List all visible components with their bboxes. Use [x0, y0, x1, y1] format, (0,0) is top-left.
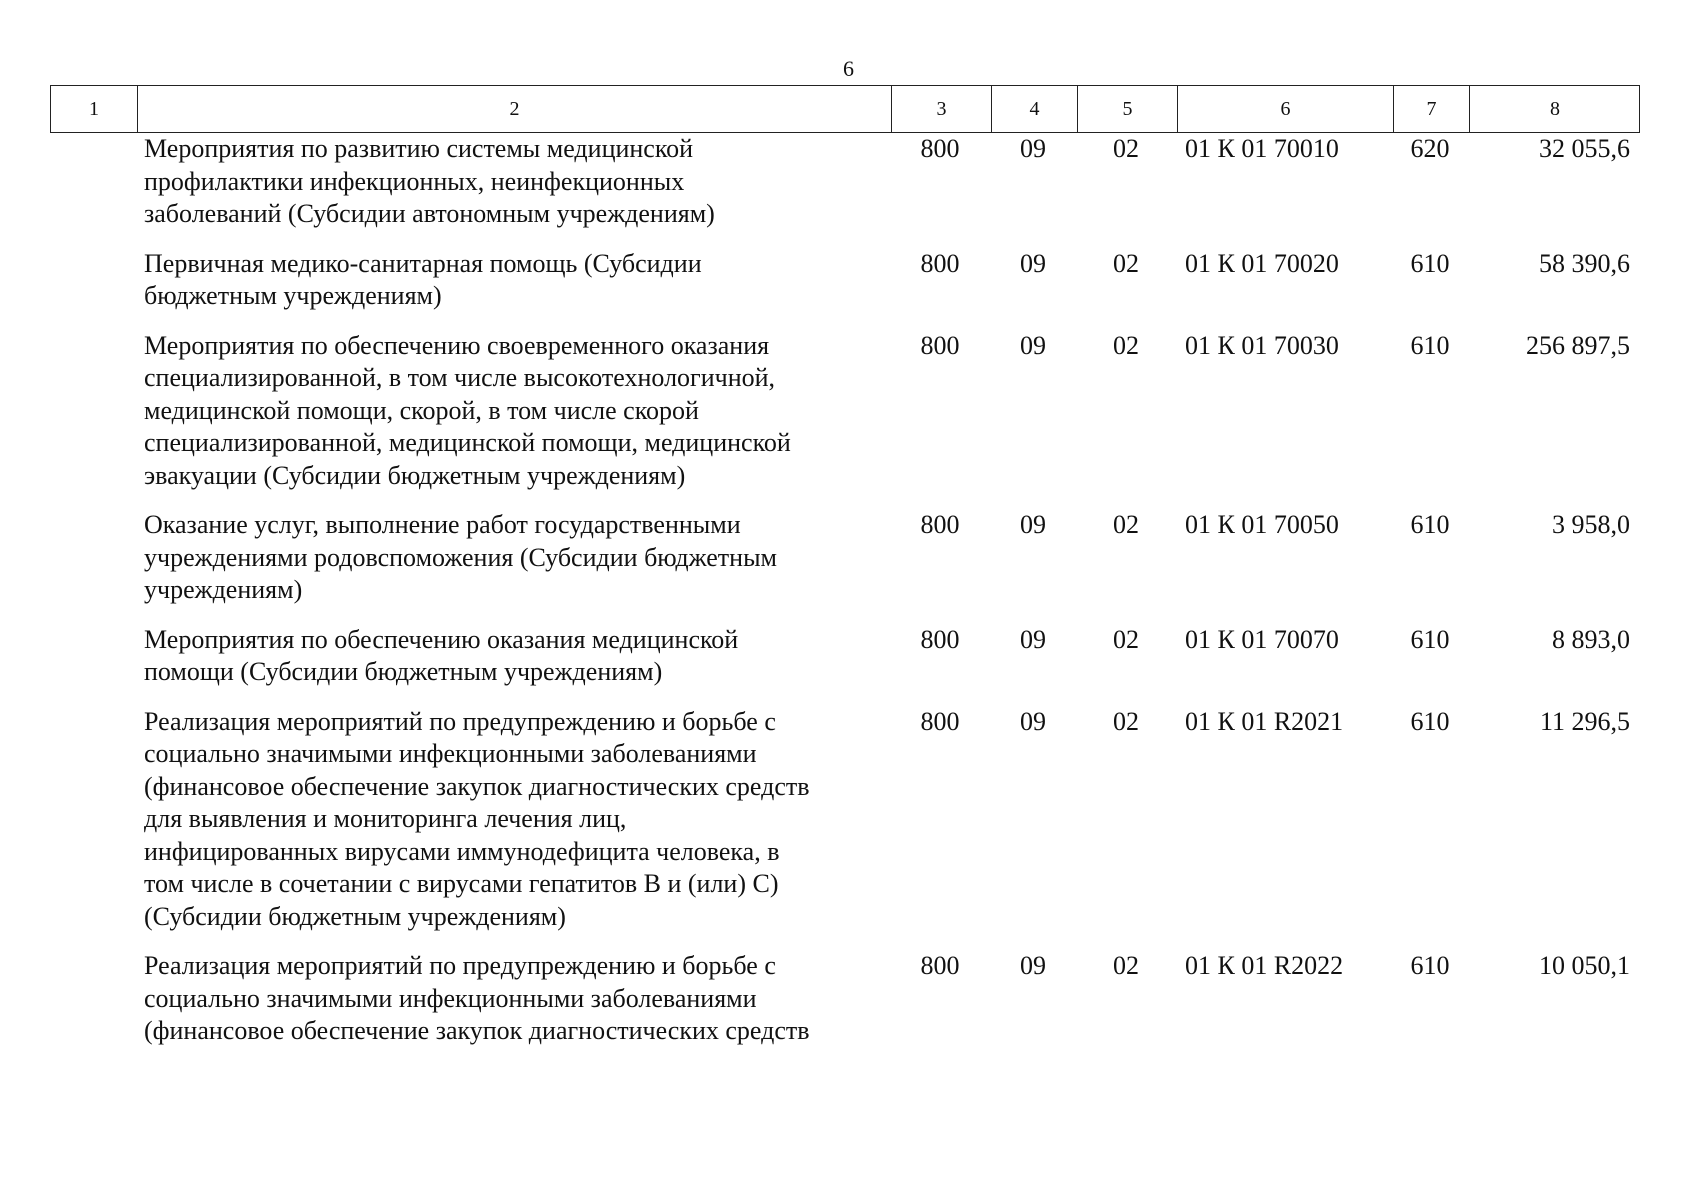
table-row — [50, 624, 1640, 689]
row-ministry-code: 800 — [920, 510, 960, 539]
header-cell-7: 7 — [1393, 86, 1469, 132]
row-name: Реализация мероприятий по предупреждению и борьбе с социально значимыми инфекционными заболеваниями (финансовое обеспечение закупок диагностических средств — [144, 951, 810, 1045]
header-cell-8: 8 — [1469, 86, 1640, 132]
row-target-code: 01 К 01 R2022 — [1185, 951, 1344, 980]
row-amount: 3 958,0 — [1552, 510, 1630, 539]
row-target-code: 01 К 01 70020 — [1185, 248, 1339, 278]
row-target-code: 01 К 01 70050 — [1185, 510, 1339, 539]
row-name: Мероприятия по обеспечению оказания медицинской помощи (Субсидии бюджетным учреждениям) — [144, 624, 739, 686]
table-row — [50, 133, 1640, 231]
table-row — [50, 706, 1640, 934]
header-cell-2: 2 — [137, 86, 891, 132]
row-ministry-code: 800 — [920, 134, 960, 163]
row-subsection-code: 02 — [1113, 706, 1139, 736]
row-section-code: 09 — [1020, 510, 1046, 539]
table-header-row — [50, 85, 1640, 133]
row-section-code: 09 — [1020, 624, 1046, 654]
row-ministry-code: 800 — [920, 951, 960, 980]
budget-table — [50, 85, 1640, 1065]
row-expense-type: 620 — [1410, 134, 1450, 163]
row-section-code: 09 — [1020, 134, 1046, 163]
row-section-code: 09 — [1020, 248, 1046, 278]
row-target-code: 01 К 01 70030 — [1185, 330, 1339, 360]
row-ministry-code: 800 — [920, 706, 960, 736]
row-section-code: 09 — [1020, 330, 1046, 360]
row-subsection-code: 02 — [1113, 248, 1139, 278]
row-amount: 32 055,6 — [1539, 134, 1630, 163]
row-ministry-code: 800 — [920, 330, 960, 360]
row-subsection-code: 02 — [1113, 951, 1139, 980]
row-expense-type: 610 — [1410, 706, 1450, 736]
header-cell-3: 3 — [891, 86, 991, 132]
row-amount: 256 897,5 — [1526, 330, 1630, 360]
row-subsection-code: 02 — [1113, 134, 1139, 163]
row-expense-type: 610 — [1410, 510, 1450, 539]
header-cell-1: 1 — [89, 97, 99, 120]
table-row — [50, 248, 1640, 313]
row-amount: 10 050,1 — [1539, 951, 1630, 980]
row-name: Мероприятия по развитию системы медицинской профилактики инфекционных, неинфекционных заболеваний (Субсидии автономным учреждениям) — [144, 134, 715, 228]
table-row — [50, 509, 1640, 607]
header-cell-4: 4 — [991, 86, 1077, 132]
row-expense-type: 610 — [1410, 624, 1450, 654]
row-ministry-code: 800 — [920, 624, 960, 654]
row-amount: 8 893,0 — [1552, 624, 1630, 654]
row-name: Оказание услуг, выполнение работ государственными учреждениями родовспоможения (Субсидии бюджетным учреждениям) — [144, 510, 777, 604]
header-cell-6: 6 — [1177, 86, 1393, 132]
row-expense-type: 610 — [1410, 330, 1450, 360]
row-amount: 11 296,5 — [1539, 706, 1630, 736]
row-subsection-code: 02 — [1113, 510, 1139, 539]
row-section-code: 09 — [1020, 951, 1046, 980]
row-name: Первичная медико-санитарная помощь (Субсидии бюджетным учреждениям) — [144, 248, 702, 310]
row-name: Реализация мероприятий по предупреждению и борьбе с социально значимыми инфекционными заболеваниями (финансовое обеспечение закупок диагностических средств для выявления и мониторинга лечения лиц, инфицированных вирусами иммунодефицита человека, в том числе в сочетании с вирусами гепатитов В и (или) С) (Субсидии бюджетным учреждениям) — [144, 706, 810, 931]
table-row — [50, 950, 1640, 1048]
header-cell-5: 5 — [1077, 86, 1177, 132]
row-ministry-code: 800 — [920, 248, 960, 278]
page-number: 6 — [843, 56, 854, 81]
row-expense-type: 610 — [1410, 951, 1450, 980]
row-expense-type: 610 — [1410, 248, 1450, 278]
row-amount: 58 390,6 — [1539, 248, 1630, 278]
row-subsection-code: 02 — [1113, 624, 1139, 654]
row-target-code: 01 К 01 70070 — [1185, 624, 1339, 654]
row-subsection-code: 02 — [1113, 330, 1139, 360]
row-target-code: 01 К 01 70010 — [1185, 134, 1339, 163]
table-row — [50, 330, 1640, 493]
row-section-code: 09 — [1020, 706, 1046, 736]
row-name: Мероприятия по обеспечению своевременного оказания специализированной, в том числе высокотехнологичной, медицинской помощи, скорой, в том числе скорой специализированной, медицинской помощи, медицинской эвакуации (Субсидии бюджетным учреждениям) — [144, 330, 791, 490]
row-target-code: 01 К 01 R2021 — [1185, 706, 1344, 736]
